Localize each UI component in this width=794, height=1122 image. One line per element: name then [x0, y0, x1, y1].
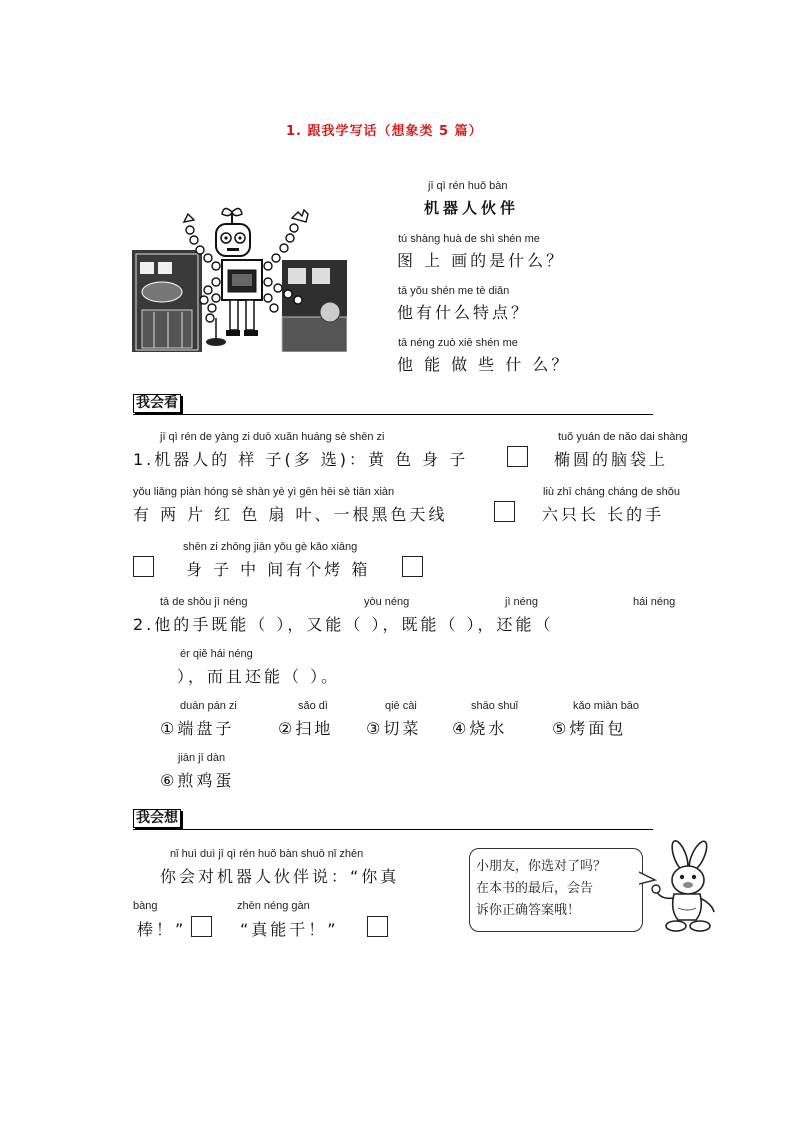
title-pinyin: jī qì rén huǒ bàn: [428, 180, 508, 192]
question-2-pinyin: tā yǒu shén me tè diǎn: [398, 285, 510, 297]
q2-pinyin-c: jì néng: [505, 596, 539, 608]
q1-hands-pinyin: liù zhī cháng cháng de shǒu: [543, 486, 680, 498]
choice-3: ③切菜: [366, 719, 422, 738]
q1-line1: 1.机器人的 样 子(多 选)：黄 色 身 子: [133, 450, 469, 469]
q1-option-oven: 身 子 中 间有个烤 箱: [186, 560, 371, 579]
q3-line2-pinyin-b: zhēn néng gàn: [237, 900, 310, 912]
question-2: 他有什么特点？: [397, 303, 531, 322]
question-1-pinyin: tú shàng huà de shì shén me: [398, 233, 540, 245]
checkbox-red-fans-antenna[interactable]: [494, 501, 515, 522]
choice-1-pinyin: duān pán zi: [180, 700, 237, 712]
section-look-divider: [133, 414, 653, 415]
q2-line1: 2.他的手既能（ ），又能（ ），既能（ ），还能（: [133, 615, 554, 634]
choice-5: ⑤烤面包: [552, 719, 627, 738]
checkbox-capable[interactable]: [367, 916, 388, 937]
rabbit-mascot-icon: [650, 840, 720, 936]
choice-6: ⑥煎鸡蛋: [160, 771, 235, 790]
page-heading: 1. 跟我学写话（想象类 5 篇）: [286, 124, 483, 139]
q1-line1-pinyin: jī qì rén de yàng zi duō xuǎn huáng sè shēn zi: [160, 431, 385, 443]
choice-5-pinyin: kǎo miàn bāo: [573, 700, 640, 712]
choice-1: ①端盘子: [160, 719, 235, 738]
checkbox-long-hands[interactable]: [133, 556, 154, 577]
hint-line-1: 小朋友，你选对了吗？: [476, 859, 607, 874]
story-title: 机器人伙伴: [424, 199, 520, 217]
section-look-label: 我会看: [133, 394, 181, 413]
q1-oval-pinyin: tuǒ yuán de nǎo dai shàng: [558, 431, 688, 443]
question-3: 他 能 做 些 什 么？: [397, 355, 571, 374]
q3-line1-pinyin: nǐ huì duì jī qì rén huǒ bàn shuō nǐ zhēn: [170, 848, 364, 860]
q2-pinyin-a: tā de shǒu jì néng: [160, 596, 248, 608]
q3-option-2: “真能干！”: [240, 920, 339, 939]
q2-line2-pinyin: ér qiě hái néng: [180, 648, 253, 660]
choice-4: ④烧水: [452, 719, 508, 738]
q1-line3-pinyin: shēn zi zhōng jiān yǒu gè kǎo xiāng: [183, 541, 358, 553]
choice-2-pinyin: sǎo dì: [298, 700, 328, 712]
q3-option-1: 棒！”: [137, 920, 187, 939]
q1-option-long-hands: 六只长 长的手: [542, 505, 665, 524]
checkbox-yellow-body[interactable]: [507, 446, 528, 467]
section-think-divider: [133, 829, 653, 830]
hint-line-3: 诉你正确答案哦！: [476, 903, 581, 918]
question-3-pinyin: tā néng zuò xiē shén me: [398, 337, 518, 349]
q2-pinyin-d: hái néng: [633, 596, 676, 608]
q1-option-oval-head: 椭圆的脑袋上: [554, 450, 669, 469]
q3-line1: 你会对机器人伙伴说：“你真: [160, 867, 400, 886]
q3-line2-pinyin-a: bàng: [133, 900, 158, 912]
checkbox-oven[interactable]: [402, 556, 423, 577]
choice-3-pinyin: qiē cài: [385, 700, 417, 712]
q2-line2: ），而且还能（ ）。: [177, 667, 341, 686]
choice-2: ②扫地: [278, 719, 334, 738]
q2-pinyin-b: yòu néng: [364, 596, 410, 608]
q1-line2: 有 两 片 红 色 扇 叶、一根黑色天线: [133, 505, 448, 524]
choice-6-pinyin: jiān jī dàn: [178, 752, 226, 764]
section-think-label: 我会想: [133, 809, 181, 828]
choice-4-pinyin: shāo shuǐ: [471, 700, 519, 712]
q1-line2-pinyin: yǒu liǎng piàn hóng sè shàn yè yì gēn hēi sè tiān xiàn: [133, 486, 395, 498]
checkbox-great[interactable]: [191, 916, 212, 937]
robot-illustration: [132, 202, 347, 352]
question-1: 图 上 画的是什么？: [397, 251, 566, 270]
hint-line-2: 在本书的最后，会告: [476, 881, 594, 896]
hint-bubble-text: [476, 856, 636, 922]
